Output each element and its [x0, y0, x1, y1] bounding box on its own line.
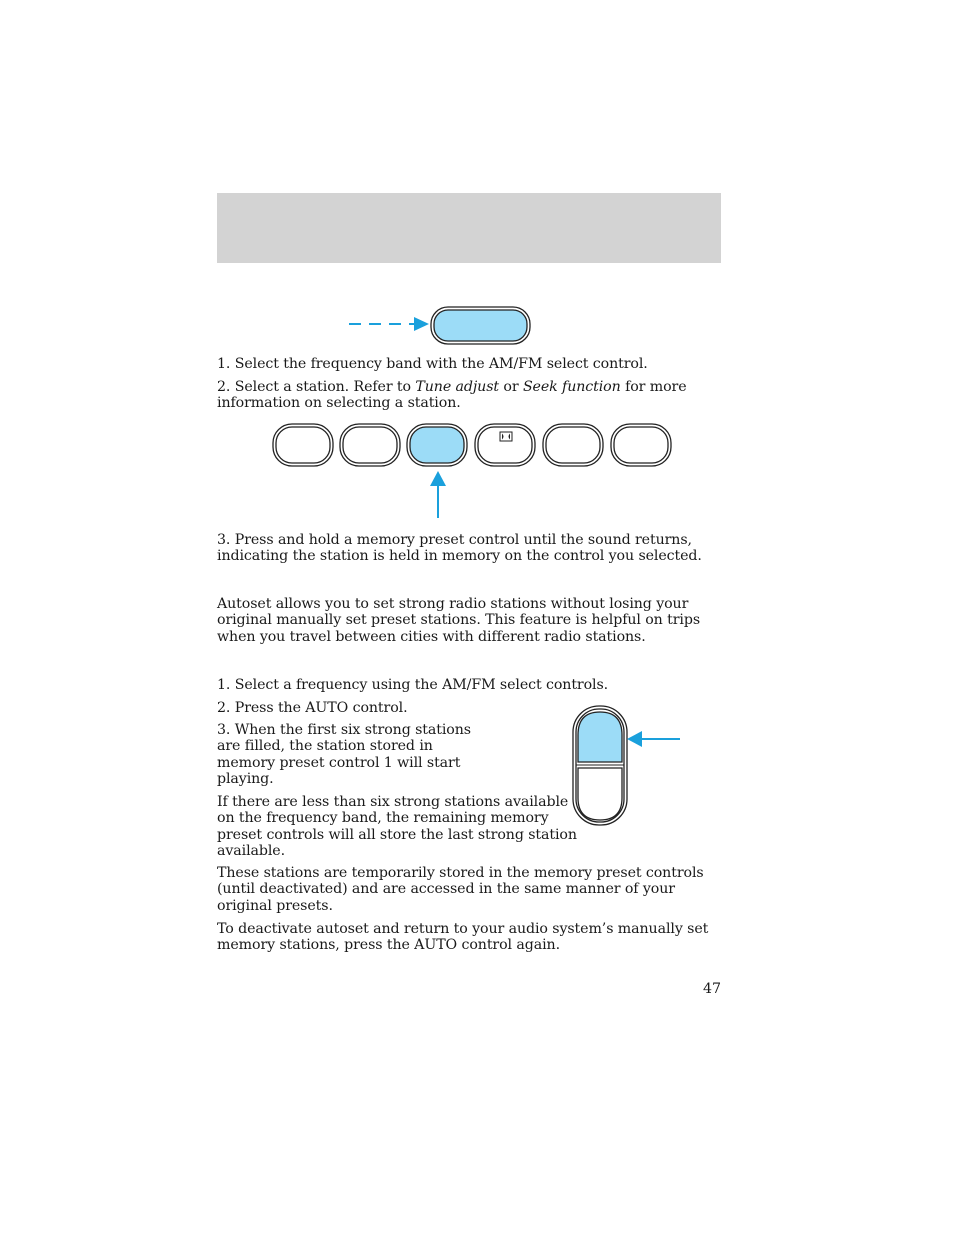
- autoset-step-3-text: 3. When the first six strong stations are filled, the station stored in memory preset control 1 will start playing.: [217, 722, 471, 788]
- autoset-fewer-stations-text: If there are less than six strong stations available on the frequency band, the remaining memory preset controls will all store the last strong station available.: [217, 794, 577, 860]
- autoset-intro-text: Autoset allows you to set strong radio stations without losing your original manually set preset stations. This feature is helpful on trips when you travel between cities with different radio stations.: [217, 596, 701, 645]
- autoset-step-1-text: 1. Select a frequency using the AM/FM select controls.: [217, 677, 609, 693]
- autoset-step-2-text: 2. Press the AUTO control.: [217, 700, 408, 716]
- step-1-text: 1. Select the frequency band with the AM/FM select control.: [217, 356, 648, 372]
- page-number: 47: [702, 981, 721, 997]
- step-2-text: 2. Select a station. Refer to Tune adjust or Seek function for more information on selecting a station.: [217, 379, 687, 412]
- tune-adjust-reference: Tune adjust: [415, 379, 499, 395]
- auto-button: [578, 712, 622, 762]
- autoset-deactivate-text: To deactivate autoset and return to your audio system’s manually set memory stations, press the AUTO control again.: [217, 921, 709, 954]
- seek-function-reference: Seek function: [522, 379, 621, 395]
- lower-button: [578, 768, 622, 820]
- step-3-text: 3. Press and hold a memory preset control until the sound returns, indicating the station is held in memory on the control you selected.: [217, 532, 702, 565]
- autoset-temporary-text: These stations are temporarily stored in the memory preset controls (until deactivated) and are accessed in the same manner of your original presets.: [217, 865, 704, 914]
